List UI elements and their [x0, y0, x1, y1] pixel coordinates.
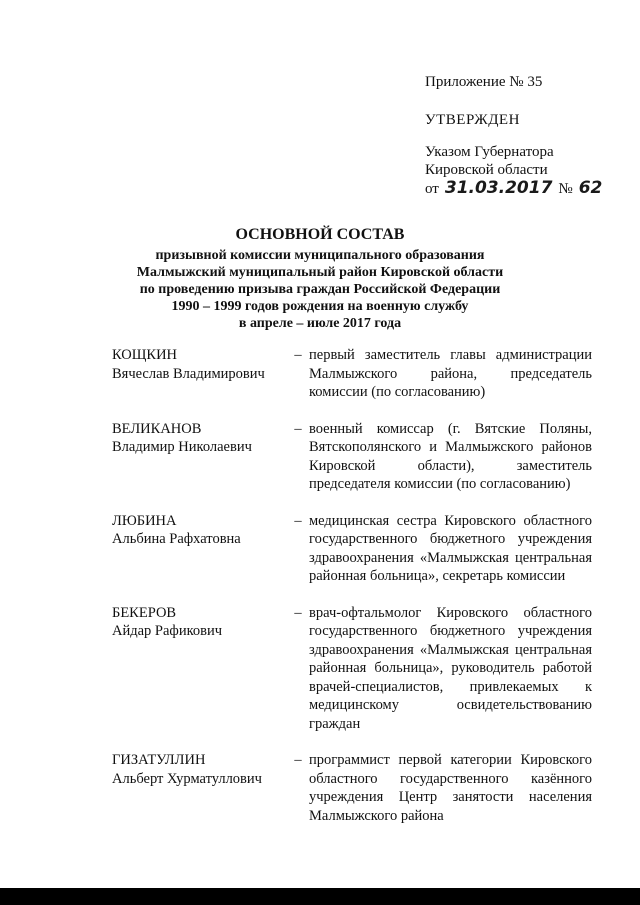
member-surname: ГИЗАТУЛЛИН — [112, 752, 206, 768]
title-line-5: в апреле – июле 2017 года — [238, 316, 402, 331]
member-given-name: Альбина Рафхатовна — [112, 531, 241, 547]
decree-line-1: Указом Губернатора — [425, 144, 554, 160]
decree-line-2: Кировской области — [425, 162, 548, 178]
member-surname: КОЩКИН — [112, 347, 178, 363]
member-given-name: Вячеслав Владимирович — [112, 365, 265, 382]
decree-date-number — [425, 179, 602, 198]
member-surname: ЛЮБИНА — [112, 512, 177, 529]
title-line-2: Малмыжский муниципальный район Кировской области — [136, 265, 504, 280]
member-given-name: Айдар Рафикович — [112, 623, 223, 639]
member-given-name: Владимир Николаевич — [112, 439, 252, 455]
from-label: от — [425, 181, 439, 197]
member-entry — [112, 751, 592, 825]
handwritten-date: 31.03.2017 — [444, 178, 553, 198]
document-title-block — [0, 226, 640, 332]
member-name — [112, 346, 287, 402]
member-role: медицинская сестра Кировского областного государственного бюджетного учреждения здравоохранения «Малмыжская центральная районная больница», секретарь комиссии — [309, 512, 592, 584]
member-name — [112, 604, 287, 734]
appendix-number: Приложение № 35 — [425, 74, 543, 90]
member-role: программист первой категории Кировского областного государственного казённого учреждения Центр занятости населения Малмыжского района — [309, 752, 592, 824]
document-title: ОСНОВНОЙ СОСТАВ — [235, 226, 405, 243]
member-entry — [112, 420, 592, 494]
member-dash: – — [294, 347, 302, 363]
member-dash: – — [294, 604, 302, 621]
member-given-name: Альберт Хурматуллович — [112, 770, 262, 787]
member-entry — [112, 346, 592, 402]
decree-reference — [425, 143, 602, 198]
number-label: № — [558, 181, 573, 197]
member-entry — [112, 604, 592, 734]
member-role: военный комиссар (г. Вятские Поляны, Вятскополянского и Малмыжского районов Кировской области), заместитель председателя комиссии (по согласованию) — [309, 420, 592, 492]
member-surname: ВЕЛИКАНОВ — [112, 420, 202, 437]
title-line-3: по проведению призыва граждан Российской Федерации — [139, 282, 501, 297]
member-role: первый заместитель главы администрации Малмыжского района, председатель комиссии (по согласованию) — [309, 347, 592, 400]
scan-bottom-edge — [0, 888, 640, 905]
title-line-1: призывной комиссии муниципального образования — [155, 248, 485, 263]
member-name — [112, 512, 287, 586]
handwritten-number: 62 — [578, 178, 603, 198]
member-name — [112, 751, 287, 825]
member-name — [112, 420, 287, 494]
member-dash: – — [294, 512, 302, 529]
approved-stamp-text: УТВЕРЖДЕН — [425, 112, 520, 128]
member-role: врач-офтальмолог Кировского областного государственного бюджетного учреждения здравоохранения «Малмыжская центральная районная больница», руководитель работой врачей-специалистов, привлекаемых к медицинскому освидетельствованию граждан — [309, 604, 592, 732]
title-line-4: 1990 – 1999 годов рождения на военную службу — [171, 299, 469, 314]
member-dash: – — [294, 420, 302, 437]
member-entry — [112, 512, 592, 586]
member-surname: БЕКЕРОВ — [112, 604, 177, 621]
commission-members-list — [112, 346, 592, 843]
member-dash: – — [294, 752, 302, 768]
